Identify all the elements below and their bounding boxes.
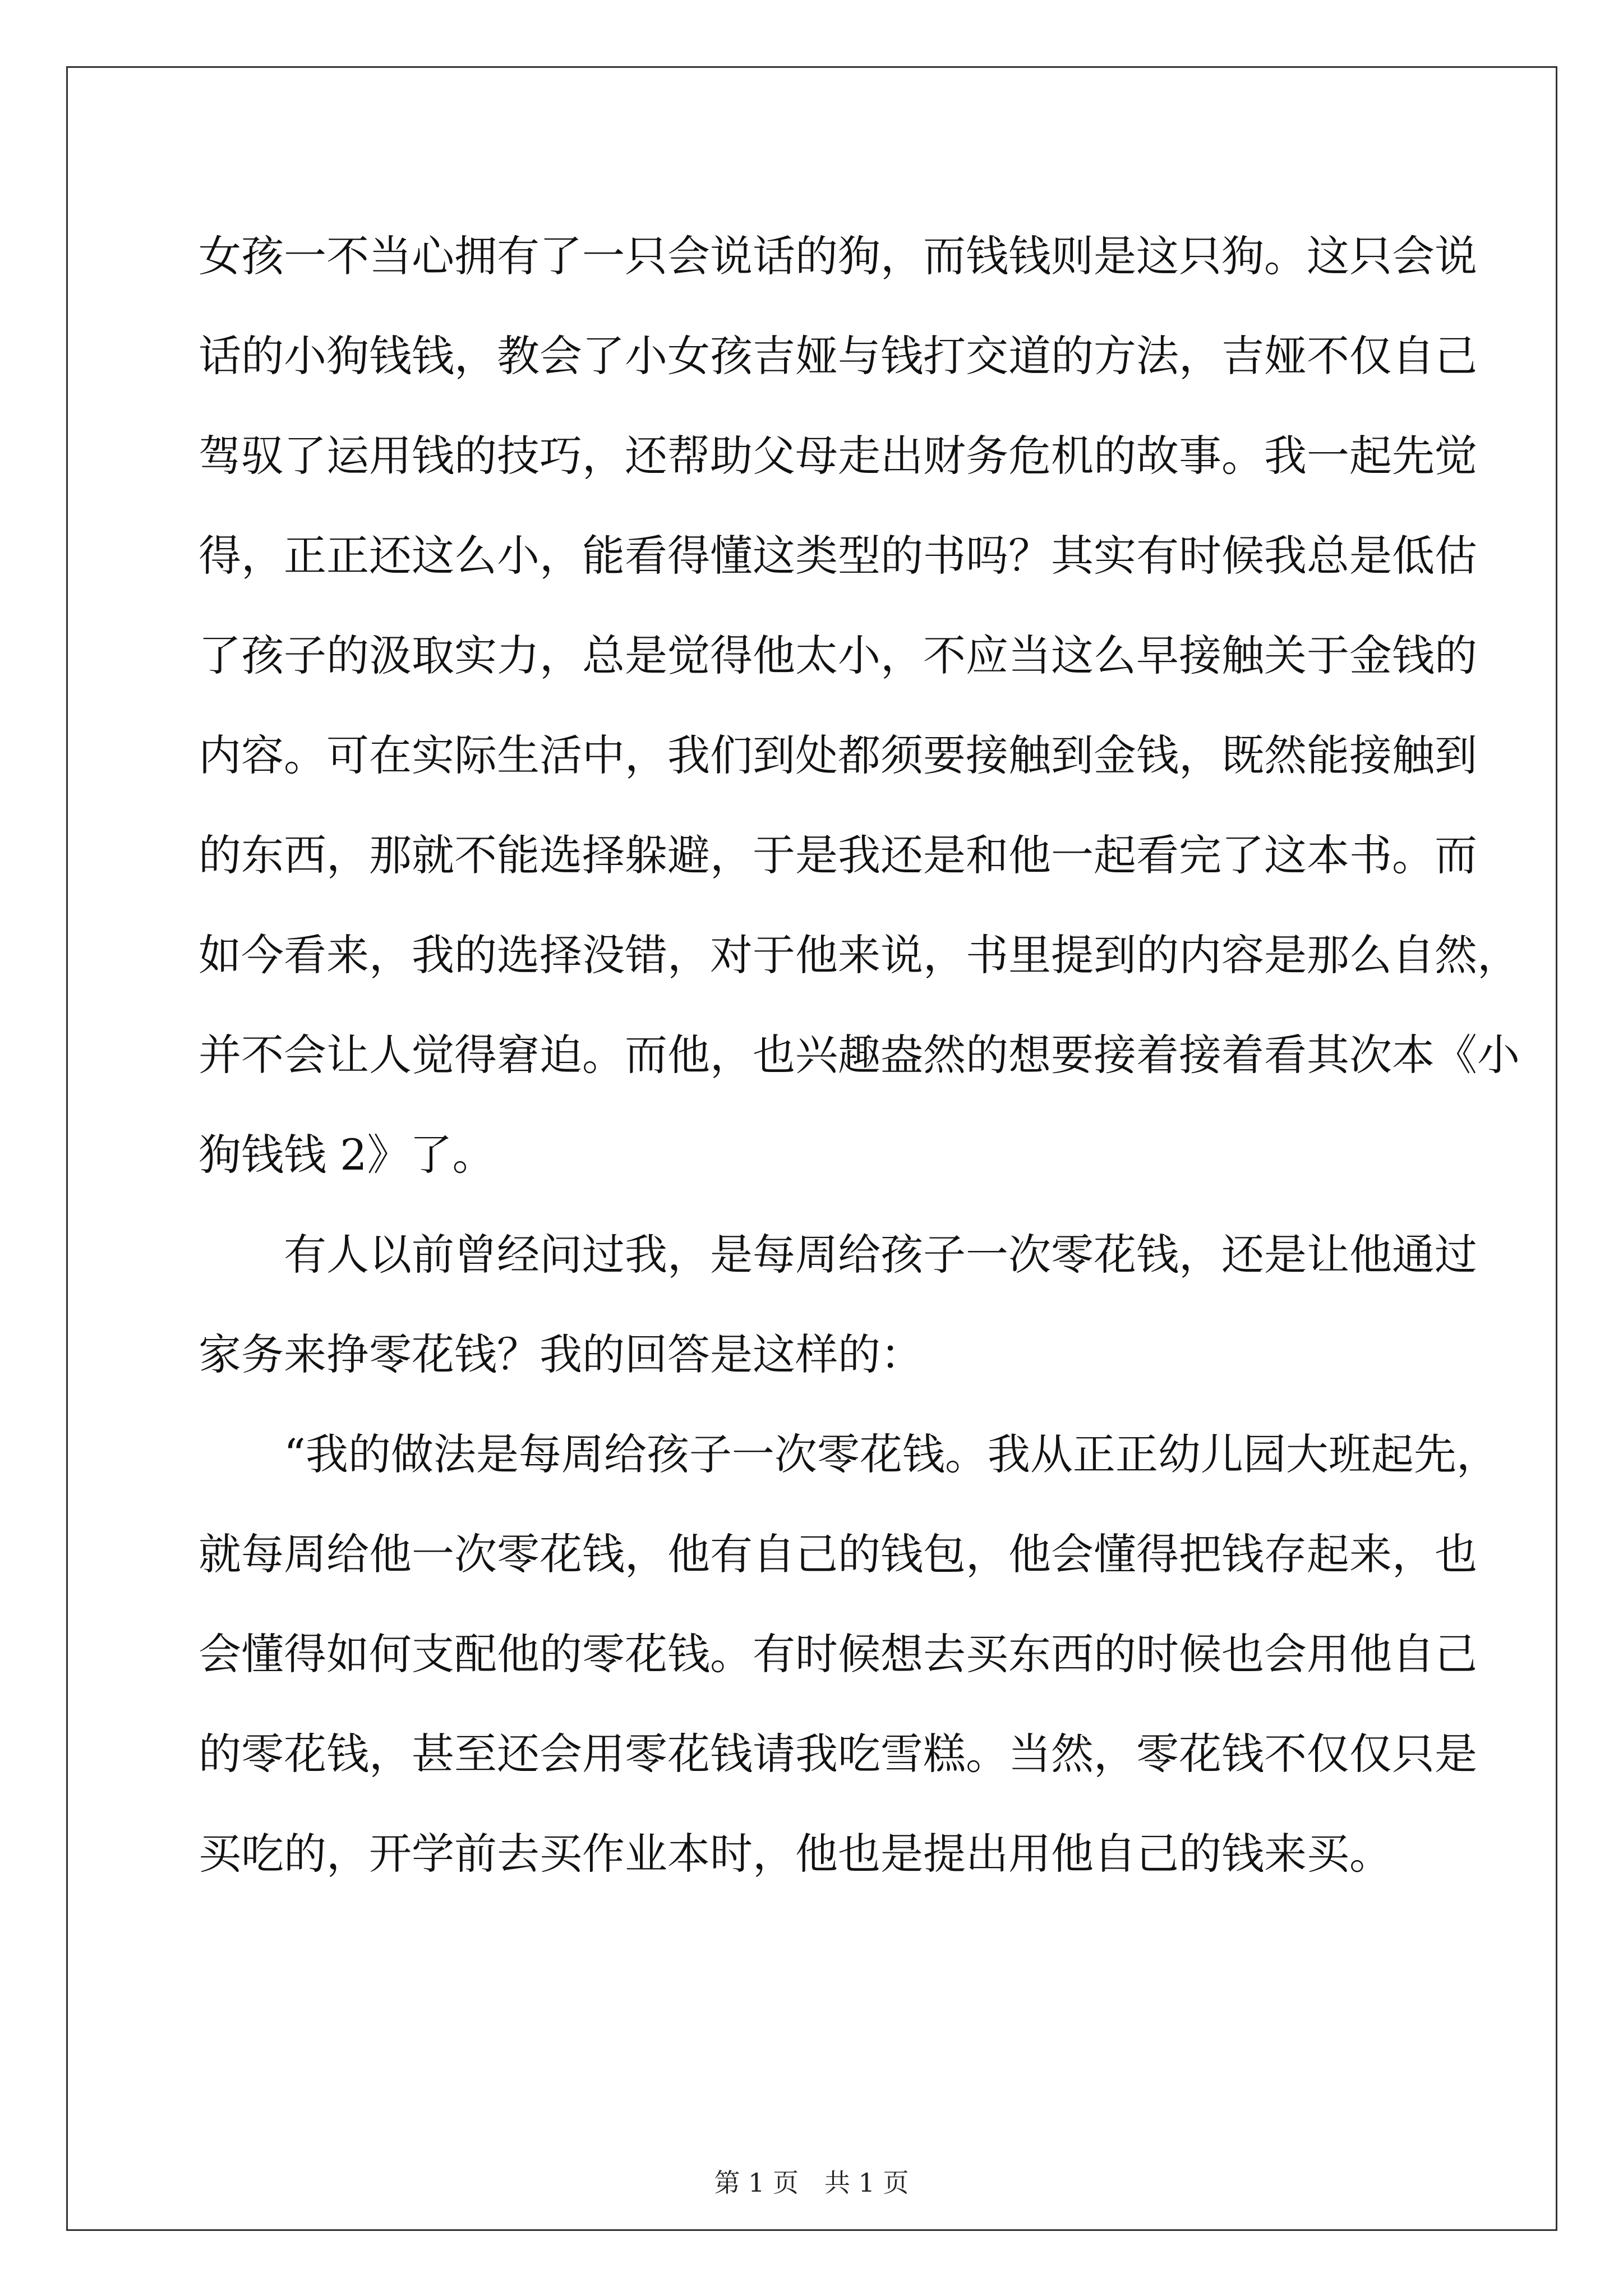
text-line: 女孩一不当心拥有了一只会说话的狗，而钱钱则是这只狗。这只会说 [199, 231, 1477, 281]
text-line: 会懂得如何支配他的零花钱。有时候想去买东西的时候也会用他自己 [199, 1629, 1477, 1679]
text-line: 买吃的，开学前去买作业本时，他也是提出用他自己的钱来买。 [199, 1829, 1392, 1879]
text-line: 狗钱钱 2》了。 [199, 1130, 495, 1180]
text-line: “我的做法是每周给孩子一次零花钱。我从正正幼儿园大班起先， [199, 1429, 1499, 1479]
text-line: 就每周给他一次零花钱，他有自己的钱包，他会懂得把钱存起来，也 [199, 1529, 1477, 1579]
text-line: 话的小狗钱钱，教会了小女孩吉娅与钱打交道的方法，吉娅不仅自己 [199, 331, 1477, 381]
text-line: 如今看来，我的选择没错，对于他来说，书里提到的内容是那么自然， [199, 930, 1520, 980]
text-line: 了孩子的汲取实力，总是觉得他太小，不应当这么早接触关于金钱的 [199, 631, 1477, 680]
document-body [199, 206, 1520, 1904]
text-line: 家务来挣零花钱？我的回答是这样的： [199, 1329, 923, 1379]
text-line: 有人以前曾经问过我，是每周给孩子一次零花钱，还是让他通过 [199, 1230, 1477, 1280]
page-footer: 第 1 页 共 1 页 [714, 2168, 909, 2198]
text-line: 得，正正还这么小，能看得懂这类型的书吗？其实有时候我总是低估 [199, 531, 1477, 581]
text-line: 并不会让人觉得窘迫。而他，也兴趣盎然的想要接着接着看其次本《小 [199, 1030, 1520, 1080]
text-line: 驾驭了运用钱的技巧，还帮助父母走出财务危机的故事。我一起先觉 [199, 431, 1477, 481]
text-line: 的零花钱，甚至还会用零花钱请我吃雪糕。当然，零花钱不仅仅只是 [199, 1729, 1477, 1779]
text-line: 的东西，那就不能选择躲避，于是我还是和他一起看完了这本书。而 [199, 830, 1477, 880]
text-line: 内容。可在实际生活中，我们到处都须要接触到金钱，既然能接触到 [199, 730, 1477, 780]
